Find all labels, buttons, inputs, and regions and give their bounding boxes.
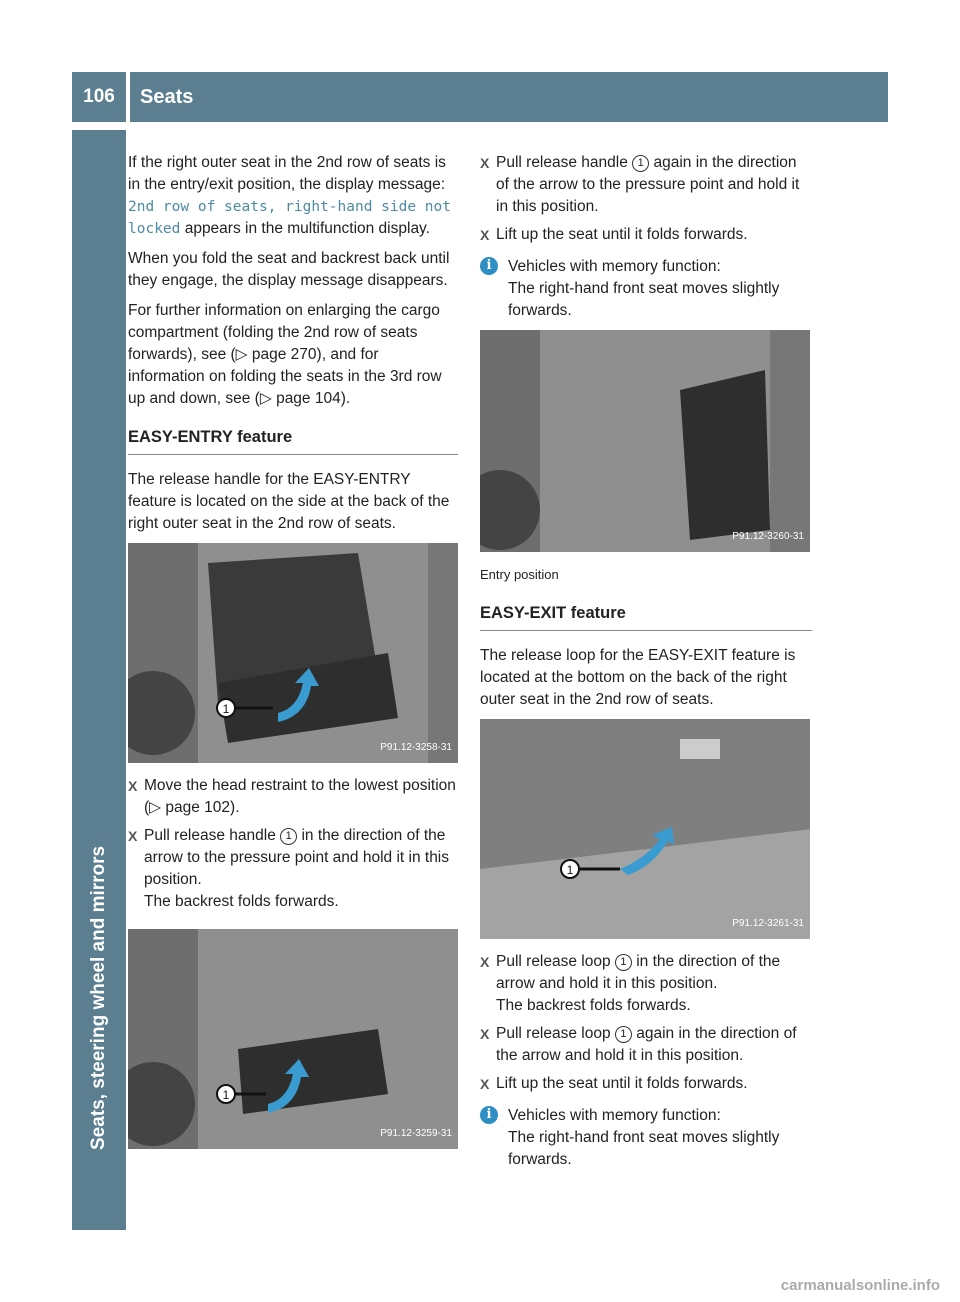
callout-1: 1 [632, 155, 649, 172]
seat-illustration [480, 719, 810, 939]
paragraph: For further information on enlarging the cargo compartment (folding the 2nd row of seats forwards), see (▷ page 270), and for information on folding the seats in the 3rd row up and down, see (▷ page 104). [128, 302, 442, 407]
left-column [128, 152, 458, 1161]
step-item: X Pull release handle 1 in the direction of the arrow to the pressure point and hold it in this position. The backrest folds forwards. [128, 827, 450, 910]
photo-code: P91.12-3259-31 [380, 1128, 452, 1139]
step-marker-icon: X [128, 828, 138, 844]
info-note: i Vehicles with memory function: The right-hand front seat moves slightly forwards. [480, 256, 812, 322]
callout-1: 1 [566, 863, 574, 877]
paragraph: The release handle for the EASY-ENTRY feature is located on the side at the back of the right outer seat in the 2nd row of seats. [128, 471, 450, 532]
step-item: X Pull release loop 1 again in the direction of the arrow and hold it in this position. [480, 1025, 797, 1064]
side-tab [72, 130, 126, 1230]
photo-code: P91.12-3261-31 [732, 918, 804, 929]
photo-caption: Entry position [480, 567, 559, 582]
step-marker-icon: X [480, 954, 490, 970]
step-item: X Lift up the seat until it folds forwards. [480, 224, 812, 246]
section-heading-easy-entry: EASY-ENTRY feature [128, 426, 458, 455]
seat-folded-photo [128, 929, 458, 1149]
step-item: X Lift up the seat until it folds forwards. [480, 1073, 812, 1095]
step-marker-icon: X [480, 155, 490, 171]
callout-1: 1 [222, 702, 230, 716]
callout-1: 1 [615, 1026, 632, 1043]
callout-1: 1 [222, 1088, 230, 1102]
display-message: 2nd row of seats, right-hand side not locked [128, 199, 452, 237]
seat-illustration [128, 543, 458, 763]
seat-release-handle-photo [128, 543, 458, 763]
step-marker-icon: X [480, 1026, 490, 1042]
seat-illustration [480, 330, 810, 552]
step-item: X Pull release loop 1 in the direction of the arrow and hold it in this position. The backrest folds forwards. [480, 953, 781, 1014]
info-note: i Vehicles with memory function: The right-hand front seat moves slightly forwards. [480, 1105, 812, 1171]
side-tab-label: Seats, steering wheel and mirrors [88, 845, 109, 1150]
page-number: 106 [72, 72, 126, 122]
step-marker-icon: X [480, 227, 490, 243]
section-title: Seats [140, 85, 194, 108]
step-marker-icon: X [128, 778, 138, 794]
photo-code: P91.12-3258-31 [380, 742, 452, 753]
info-icon: i [480, 257, 498, 275]
step-item: X Move the head restraint to the lowest position (▷ page 102). [128, 777, 456, 816]
release-loop-photo [480, 719, 810, 939]
watermark: carmanualsonline.info [780, 1277, 940, 1294]
paragraph: If the right outer seat in the 2nd row of seats is in the entry/exit position, the display message: 2nd row of seats, right-hand side not locked appears in the multifunction display. [128, 154, 452, 237]
photo-code: P91.12-3260-31 [732, 531, 804, 542]
paragraph: When you fold the seat and backrest back until they engage, the display message disappears. [128, 250, 450, 289]
step-marker-icon: X [480, 1076, 490, 1092]
entry-position-photo [480, 330, 810, 552]
paragraph: The release loop for the EASY-EXIT feature is located at the bottom on the back of the right outer seat in the 2nd row of seats. [480, 647, 796, 708]
step-item: X Pull release handle 1 again in the direction of the arrow to the pressure point and hold it in this position. [480, 154, 800, 215]
right-column [480, 152, 812, 1179]
section-header [130, 72, 888, 122]
section-heading-easy-exit: EASY-EXIT feature [480, 602, 812, 631]
info-icon: i [480, 1106, 498, 1124]
callout-1: 1 [280, 828, 297, 845]
callout-1: 1 [615, 954, 632, 971]
seat-illustration [128, 929, 458, 1149]
